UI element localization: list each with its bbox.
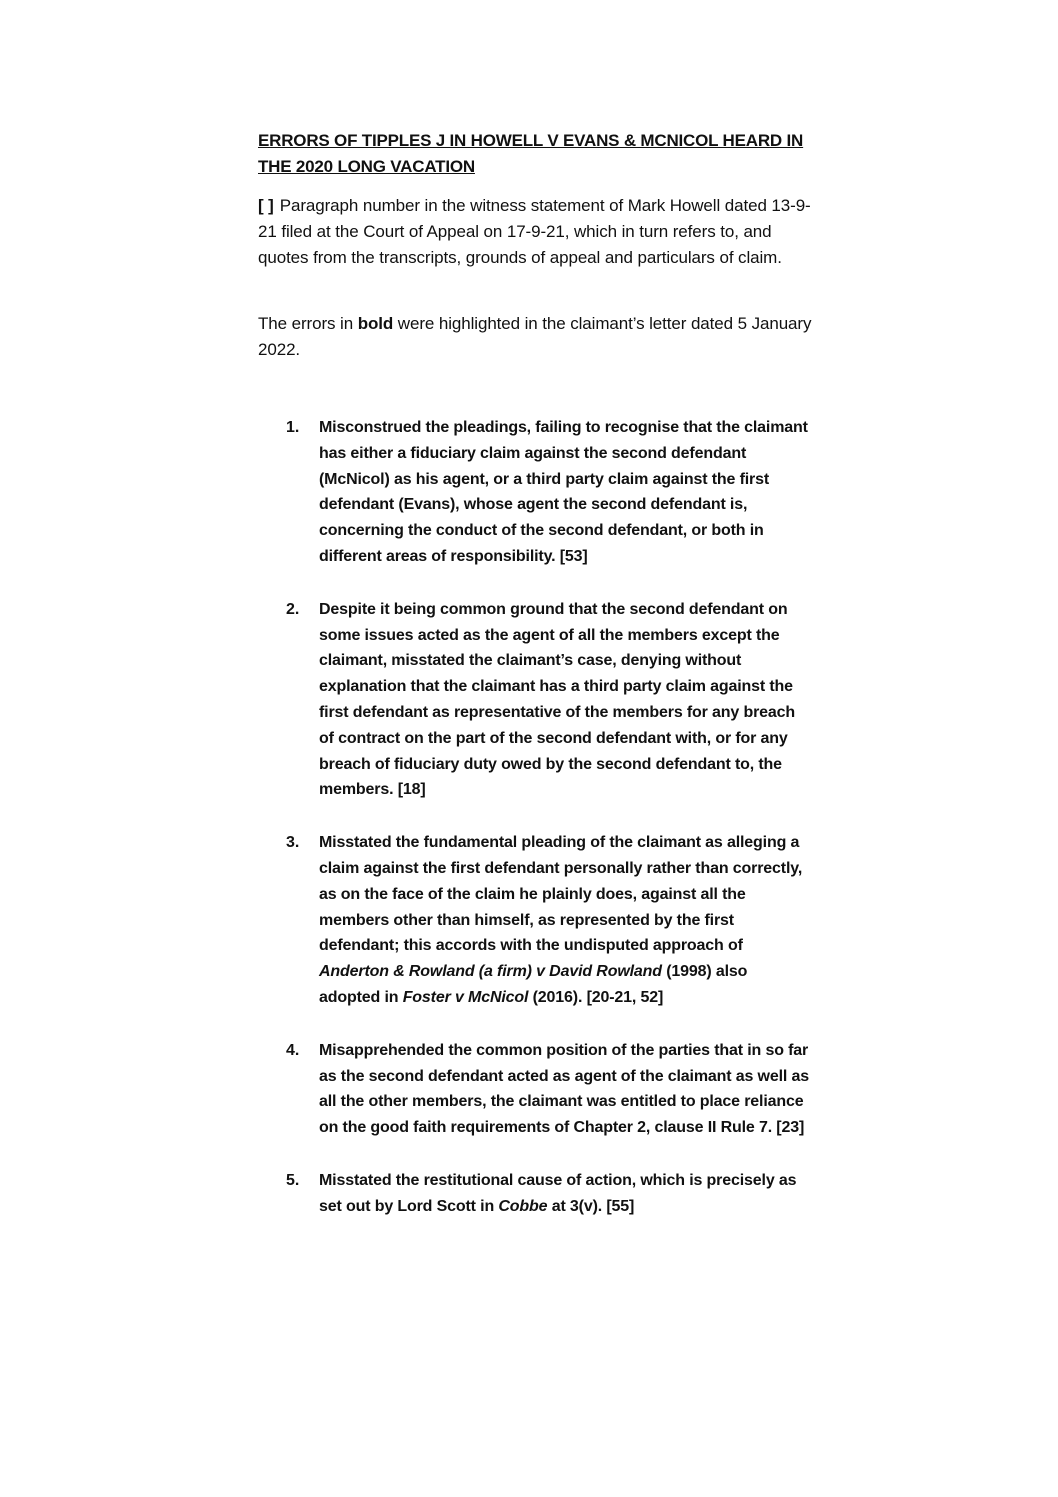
case-name: Foster v McNicol	[402, 988, 529, 1006]
note-prefix: The errors in	[258, 314, 358, 333]
intro-text: Paragraph number in the witness statement of Mark Howell dated 13-9-21 filed at the Court of Appeal on 17-9-21, which in turn refers to, and quotes from the transcripts, grounds of appeal and particulars of claim.	[258, 196, 811, 267]
error-text-part: Misstated the restitutional cause of action, which is precisely as set out by Lord Scott in	[319, 1171, 797, 1215]
errors-list	[0, 415, 1058, 1220]
error-item-1	[0, 415, 1058, 570]
error-number: 4.	[286, 1041, 300, 1059]
error-number: 1.	[286, 419, 300, 436]
error-text	[319, 830, 809, 1011]
case-name: Cobbe	[498, 1197, 548, 1215]
intro-paragraph	[258, 193, 818, 271]
error-number: 5.	[286, 1171, 300, 1189]
error-number: 2.	[286, 600, 300, 618]
error-number: 3.	[286, 834, 300, 852]
error-text: Misapprehended the common position of the parties that in so far as the second defendant acted as agent of the claimant as well as all the other members, the claimant was entitled to place reliance on the good faith requirements of Chapter 2, clause II Rule 7. [23]	[319, 1041, 809, 1137]
case-name: Anderton & Rowland (a firm) v David Rowland	[319, 963, 662, 981]
error-text-part: (2016). [20-21, 52]	[528, 988, 664, 1006]
error-text-part: at 3(v). [55]	[547, 1197, 635, 1215]
error-item-4	[0, 1038, 1058, 1141]
error-text-part: Misstated the fundamental pleading of the claimant as alleging a claim against the first defendant personally rather than correctly, as on the face of the claim he plainly does, against all the members other than himself, as represented by the first defendant; this accords with the undisputed approach of	[319, 834, 803, 955]
error-text-part: (1998) also adopted in	[319, 963, 748, 1006]
note-suffix: were highlighted in the claimant’s letter dated 5 January 2022.	[258, 314, 812, 359]
document-title: ERRORS OF TIPPLES J IN HOWELL V EVANS & MCNICOL HEARD IN THE 2020 LONG VACATION	[258, 131, 804, 176]
note-bold-word: bold	[357, 314, 394, 333]
error-item-5	[0, 1168, 1058, 1220]
bold-note-paragraph	[258, 311, 818, 363]
error-item-3	[0, 830, 1058, 1011]
paragraph-reference-marker: [ ]	[258, 196, 274, 215]
error-text: Despite it being common ground that the second defendant on some issues acted as the agent of all the members except the claimant, misstated the claimant’s case, denying without explanation that the claimant has a third party claim against the first defendant as representative of the members for any breach of contract on the part of the second defendant with, or for any breach of fiduciary duty owed by the second defendant to, the members. [18]	[319, 600, 796, 799]
error-item-2	[0, 597, 1058, 803]
error-text: Misconstrued the pleadings, failing to recognise that the claimant has either a fiduciary claim against the second defendant (McNicol) as his agent, or a third party claim against the first defendant (Evans), whose agent the second defendant is, concerning the conduct of the second defendant, or both in different areas of responsibility. [53]	[319, 419, 808, 565]
error-text	[319, 1168, 809, 1220]
